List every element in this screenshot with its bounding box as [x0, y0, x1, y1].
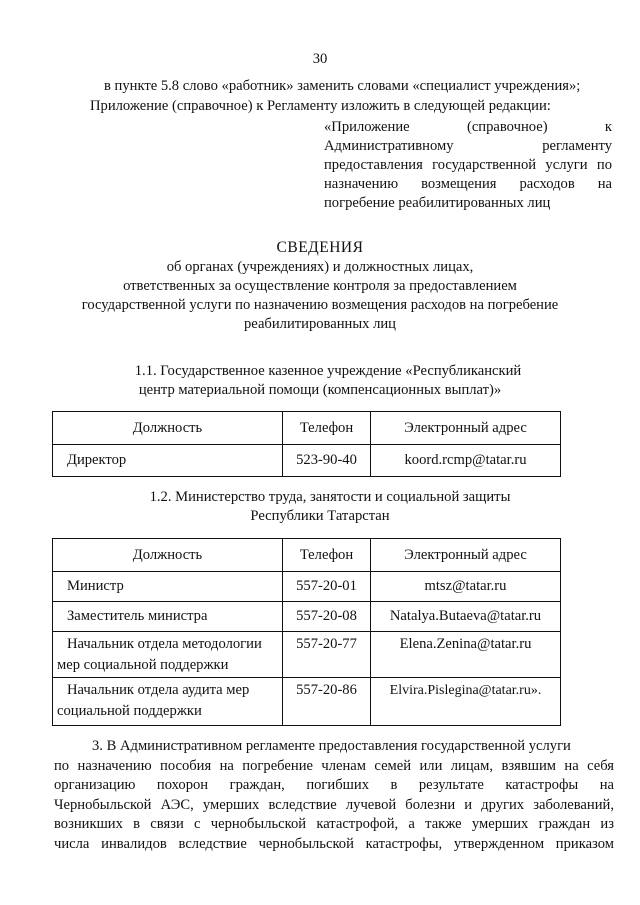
email-cell: Natalya.Butaeva@tatar.ru: [371, 602, 561, 632]
table-header-row: [53, 539, 561, 572]
section1-title-line-1: 1.1. Государственное казенное учреждение «Республиканский: [134, 363, 522, 379]
position-line-1: Начальник отдела аудита мер: [67, 682, 250, 698]
col-header-phone: Телефон: [283, 539, 371, 572]
section2-title-line-2: Республики Татарстан: [250, 508, 390, 524]
section1-table: [52, 411, 561, 477]
bottom-line-5: возникших в связи с чернобыльской катастрофой, а также умерших граждан из: [54, 816, 614, 833]
phone-cell: 557-20-77: [283, 632, 371, 678]
bottom-line-2: по назначению пособия на погребение членам семей или лицам, взявшим на себя: [54, 757, 614, 774]
phone-cell: 557-20-86: [283, 678, 371, 726]
appendix-reference: [324, 118, 612, 213]
bottom-line-1: 3. В Административном регламенте предоставления государственной услуги: [92, 738, 571, 754]
col-header-email: Электронный адрес: [371, 412, 561, 445]
email-cell: Elvira.Pislegina@tatar.ru».: [371, 678, 561, 726]
table-header-row: [53, 412, 561, 445]
position-cell: Министр: [53, 572, 283, 602]
col-header-phone: Телефон: [283, 412, 371, 445]
intro-line-1: в пункте 5.8 слово «работник» заменить словами «специалист учреждения»;: [104, 78, 581, 94]
phone-cell: 557-20-08: [283, 602, 371, 632]
section2-title-line-1: 1.2. Министерство труда, занятости и социальной защиты: [149, 489, 511, 505]
table-row: [53, 602, 561, 632]
section1-title-line-2: центр материальной помощи (компенсационных выплат)»: [138, 382, 502, 398]
table-row: [53, 632, 561, 678]
table-row: [53, 445, 561, 477]
position-line-2: социальной поддержки: [57, 703, 202, 719]
appendix-line-2: Административному регламенту: [324, 138, 612, 154]
table-row: [53, 572, 561, 602]
position-cell: Заместитель министра: [53, 602, 283, 632]
bottom-paragraph: [54, 737, 614, 855]
bottom-line-3: организацию похорон граждан, погибших в результате катастрофы на: [54, 777, 614, 794]
heading-line-4: реабилитированных лиц: [244, 316, 396, 332]
table-row: [53, 678, 561, 726]
appendix-line-1: «Приложение (справочное) к: [324, 119, 612, 135]
section2-table: [52, 538, 561, 726]
email-cell: Elena.Zenina@tatar.ru: [371, 632, 561, 678]
appendix-line-5: погребение реабилитированных лиц: [324, 195, 551, 211]
phone-cell: 557-20-01: [283, 572, 371, 602]
heading-line-1: об органах (учреждениях) и должностных лицах,: [166, 259, 474, 275]
phone-cell: 523-90-40: [283, 445, 371, 477]
heading-line-2: ответственных за осуществление контроля за предоставлением: [123, 278, 517, 294]
position-cell: [53, 678, 283, 726]
appendix-line-4: назначению возмещения расходов на: [324, 176, 612, 192]
bottom-line-4: Чернобыльской АЭС, умерших вследствие лучевой болезни и других заболеваний,: [54, 796, 614, 813]
position-line-2: мер социальной поддержки: [57, 657, 229, 673]
email-cell: koord.rcmp@tatar.ru: [371, 445, 561, 477]
email-cell: mtsz@tatar.ru: [371, 572, 561, 602]
heading-line-3: государственной услуги по назначению возмещения расходов на погребение: [81, 297, 559, 313]
appendix-line-3: предоставления государственной услуги по: [324, 157, 612, 173]
position-line-1: Начальник отдела методологии: [67, 636, 262, 652]
col-header-position: Должность: [53, 539, 283, 572]
position-cell: [53, 632, 283, 678]
col-header-email: Электронный адрес: [371, 539, 561, 572]
intro-line-2: Приложение (справочное) к Регламенту изложить в следующей редакции:: [90, 98, 551, 114]
position-cell: Директор: [53, 445, 283, 477]
document-title: СВЕДЕНИЯ: [276, 239, 364, 256]
bottom-line-6: числа инвалидов вследствие чернобыльской катастрофы, утвержденном приказом: [54, 835, 614, 852]
col-header-position: Должность: [53, 412, 283, 445]
page-number: 30: [312, 51, 328, 67]
